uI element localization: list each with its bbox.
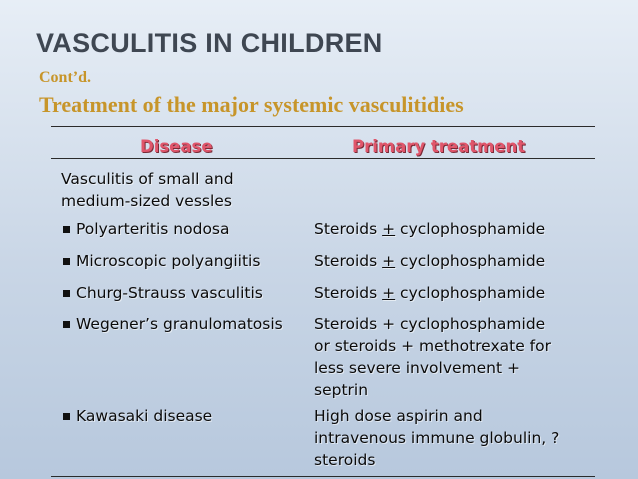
plus-minus-symbol: + [382, 252, 396, 270]
bullet-icon [63, 290, 70, 297]
table-header-rule [51, 158, 595, 159]
bullet-icon [63, 321, 70, 328]
treatment-line: intravenous immune globulin, ? [314, 429, 560, 447]
disease-cell: Polyarteritis nodosa [76, 220, 230, 238]
treatment-cell [314, 313, 551, 401]
slide-subtitle: Treatment of the major systemic vasculitidies [39, 92, 464, 117]
header-primary-treatment: Primary treatment [352, 137, 526, 156]
bullet-icon [63, 413, 70, 420]
treatment-line: septrin [314, 381, 369, 399]
slide-title: VASCULITIS IN CHILDREN [36, 28, 383, 58]
disease-cell: Kawasaki disease [76, 407, 213, 425]
treatment-line: High dose aspirin and [314, 407, 483, 425]
plus-minus-symbol: + [382, 284, 396, 302]
group-label [61, 168, 234, 212]
bullet-icon [63, 258, 70, 265]
treatment-line: less severe involvement + [314, 359, 520, 377]
contd-label: Cont’d. [39, 69, 92, 86]
bullet-icon [63, 226, 70, 233]
treatment-line: Steroids + cyclophosphamide [314, 315, 546, 333]
header-disease: Disease [140, 137, 213, 156]
treatment-text: cyclophosphamide [395, 284, 546, 302]
group-label-line: medium-sized vessles [61, 192, 232, 210]
disease-cell: Microscopic polyangiitis [76, 252, 261, 270]
treatment-cell [314, 405, 559, 471]
treatment-text: cyclophosphamide [395, 252, 546, 270]
treatment-text: cyclophosphamide [395, 220, 546, 238]
disease-cell: Churg-Strauss vasculitis [76, 284, 263, 302]
treatment-line: steroids [314, 451, 376, 469]
treatment-text: Steroids [314, 220, 383, 238]
table-top-rule [51, 126, 595, 127]
group-label-line: Vasculitis of small and [61, 170, 234, 188]
treatment-text: Steroids [314, 284, 383, 302]
treatment-cell [314, 250, 545, 272]
treatment-text: Steroids [314, 252, 383, 270]
treatment-cell [314, 218, 545, 240]
treatment-line: or steroids + methotrexate for [314, 337, 551, 355]
disease-cell: Wegener’s granulomatosis [76, 315, 283, 333]
treatment-cell [314, 282, 545, 304]
plus-minus-symbol: + [382, 220, 396, 238]
table-bottom-rule [51, 476, 595, 477]
